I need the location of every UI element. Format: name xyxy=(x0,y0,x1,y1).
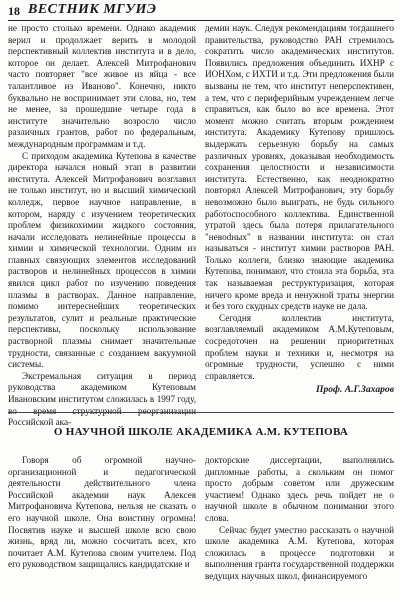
header-rule xyxy=(8,20,394,21)
article2-title: О НАУЧНОЙ ШКОЛЕ АКАДЕМИКА А.М. КУТЕПОВА xyxy=(53,426,349,438)
section-divider xyxy=(8,412,394,413)
article2-left-column xyxy=(8,455,196,571)
article1-paragraph: С приходом академика Кутепова в качестве директора начался новый этап в развитии института. Алексей Митрофанович возглавил не только институт, но и высший химический колледж, первое научное направление, в котором, наряду с изучением теоретических проблем физикохимии жидкого состояния, начали исследовать нелинейные процессы в химии и химической технологии. Одним из главных связующих элементов исследований растворов и нелинейных процессов в химии явился цикл работ по изучению поведения плазмы в растворах. Данное направление, помимо интереснейших теоретических результатов, сулит и реальные практические перспективы, поскольку использование растворной плазмы снимает значительные трудности, связанные с созданием вакуумной системы. xyxy=(8,150,196,370)
article1-paragraph: не просто столько времени. Однако академик верил и продолжает верить в молодой перспективный коллектив института и в дело, которое он делает. Алексей Митрофанович часто повторяет "все живое из яйца - все талантливое из Иваново". Конечно, никто буквально не воспринимает эти слова, но, тем не менее, за прошедшие четыре года в институте значительно возросло число различных грантов, работ по федеральным, международным программам и т.д. xyxy=(8,23,196,149)
page-header xyxy=(8,3,394,21)
article2-paragraph: докторские диссертации, выполнялись дипломные работы, а скольким он помог просто добрым советом или дружеским участием! Однако здесь речь пойдет не о научной школе в обычном понимании этого слова. xyxy=(205,455,394,523)
article2-right-column xyxy=(205,455,394,583)
article1-paragraph: Экстремальная ситуация в период руководства академиком Кутеповым Ивановским институтом сложилась в 1997 году, во время структурной реорганизации Российской ака- xyxy=(8,370,196,428)
page-number: 18 xyxy=(8,4,20,18)
article1-left-column xyxy=(8,23,196,429)
article1-paragraph: демии наук. Следуя рекомендациям тогдашнего правительства, руководство РАН стремилось сократить число академических институтов. Появились предложения объединить ИХНР с ИОНХом, с ИХТИ и т.д. Эти предложения были вызваны не тем, что институт неперспективен, а тем, что с периферийным учреждением легче справиться, как было во все времена. Этот момент можно считать вторым рождением института. Академику Кутепову пришлось выдержать серьезную борьбу на самых различных уровнях, доказывая необходимость сохранения целостности и независимости института. Естественно, как неоднократно повторял Алексей Митрофанович, эту борьбу невозможно было выиграть, не будь сильного работоспособного коллектива. Единственной утратой здесь была потеря прилагательного "невodных" в названии института: он стал называться - институт химии растворов РАН. Только коллеги, близко знающие академика Кутепова, понимают, что стоила эта борьба, эта так называемая реструктуризация, которая ничего кроме вреда и ненужной траты энергии и без того скудных средств науке не дала. xyxy=(205,23,394,312)
article1-signature: Проф. А.Г.Захаров xyxy=(315,384,394,396)
article1-paragraph: Сегодня коллектив института, возглавляемый академиком А.М.Кутеповым, сосредоточен на решении приоритетных проблем науки и техники и, несмотря на огромные трудности, успешно с ними справляется. xyxy=(205,312,394,381)
journal-title: ВЕСТНИК МГУИЭ xyxy=(28,2,157,17)
article2-paragraph: Сейчас будет уместно рассказать о научной школе академика А.М. Кутепова, которая сложилась в процессе подготовки и выполнения гранта государственной поддержки ведущих научных школ, финансируемого xyxy=(205,524,394,581)
article1-right-column xyxy=(205,23,394,396)
article2-paragraph: Говоря об огромной научно-организационной и педагогической деятельности действительного члена Российской академии наук Алексея Митрофановича Кутепова, нельзя не сказать о его научной школе. Она воистину огромна! Посвятив науке и высшей школе всю свою жизнь, вряд ли, можно сосчитать всех, кто почитает А.М. Кутепова своим учителем. Под его руководством защищались кандидатские и xyxy=(8,455,196,570)
